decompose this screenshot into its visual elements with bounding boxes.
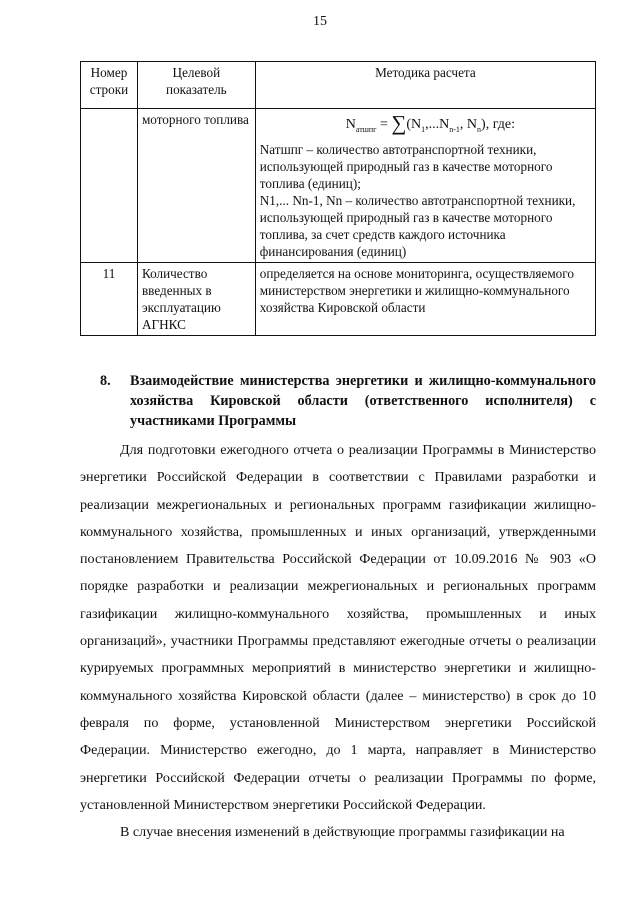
table-row — [81, 109, 596, 263]
page-number: 15 — [313, 14, 327, 29]
row-method — [255, 109, 595, 263]
formula-legend-2: N1,... Nn-1, Nn – количество автотранспортной техники, использующей природный газ в качестве моторного топлива, за счет средств каждого источника финансирования (единиц) — [259, 192, 576, 259]
header-method: Методика расчета — [255, 62, 595, 109]
formula: $N_{атшпг} = \sum(N_1,...N_{n-1}$, $N_n$), где: — [345, 111, 515, 135]
row-number — [81, 109, 138, 263]
paragraph: Для подготовки ежегодного отчета о реализации Программы в Министерство энергетики Российской Федерации в соответствии с Правилами разработки и реализации межрегиональных и региональных программ газификации жилищно-коммунального хозяйства, промышленных и иных организаций, утвержденными постановлением Правительства Российской Федерации от 10.09.2016 № 903 «О порядке разработки и реализации межрегиональных и региональных программ газификации жилищно-коммунального хозяйства, промышленных и иных организаций», участники Программы представляют ежегодные отчеты о реализации курируемых программных мероприятий в министерство энергетики и жилищно-коммунального хозяйства Кировской области (далее – министерство) в срок до 10 февраля по форме, установленной Министерством энергетики Российской Федерации. Министерство ежегодно, до 1 марта, направляет в Министерство энергетики Российской Федерации отчеты о реализации Программы по форме, установленной Министерством энергетики Российской Федерации. — [80, 442, 596, 813]
row-method: определяется на основе мониторинга, осуществляемого министерством энергетики и жилищно-коммунального хозяйства Кировской области — [255, 262, 595, 335]
section-title: Взаимодействие министерства энергетики и жилищно-коммунального хозяйства Кировской области (ответственного исполнителя) с участниками Программы — [130, 373, 596, 429]
header-row-number: Номер строки — [81, 62, 138, 109]
paragraph: В случае внесения изменений в действующие программы газификации на — [120, 824, 565, 841]
table-header-row — [81, 62, 596, 109]
indicator-table — [80, 61, 596, 336]
table-row — [81, 262, 596, 335]
row-indicator: Количество введенных в эксплуатацию АГНКС — [137, 262, 255, 335]
section-heading — [100, 371, 596, 431]
header-indicator: Целевой показатель — [137, 62, 255, 109]
body-text — [80, 437, 596, 846]
formula-legend-1: Nатшпг – количество автотранспортной техники, использующей природный газ в качестве моторного топлива (единиц); — [259, 141, 553, 191]
row-indicator: моторного топлива — [137, 109, 255, 263]
row-number: 11 — [81, 262, 138, 335]
section-number: 8. — [100, 373, 111, 389]
